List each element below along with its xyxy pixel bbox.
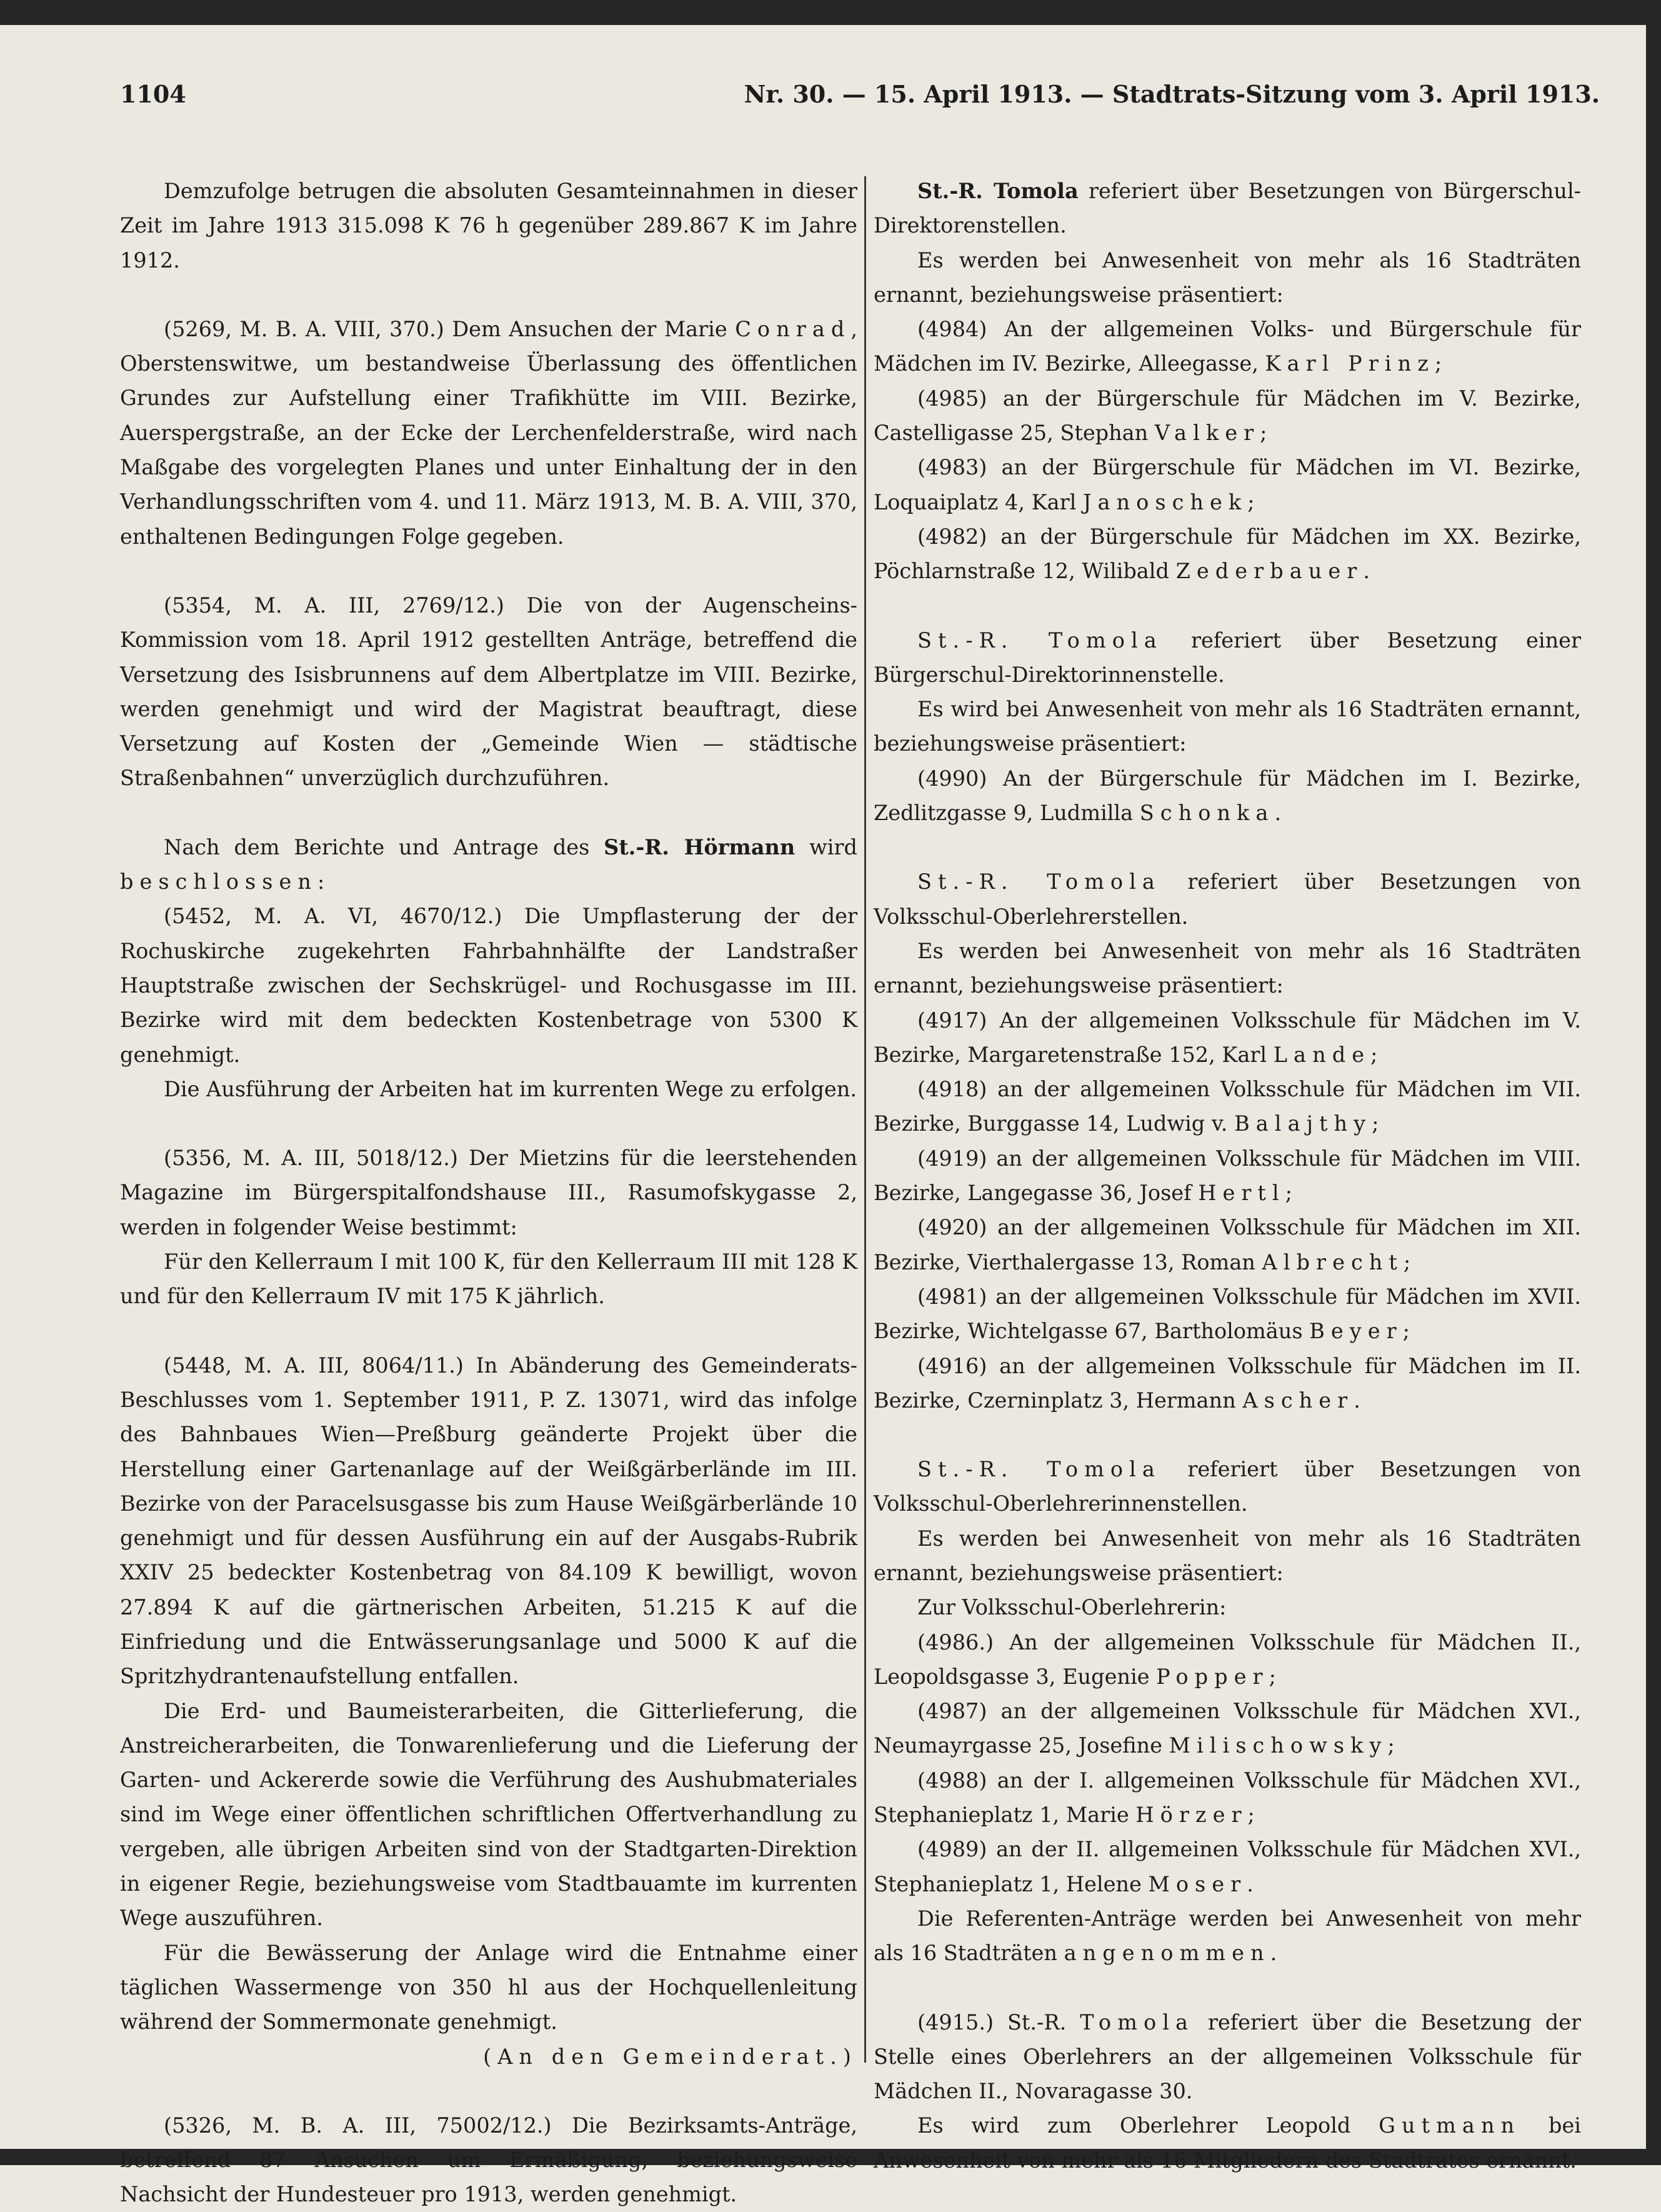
paragraph-works: Die Erd- und Baumeisterarbeiten, die Gitterlieferung, die Anstreicherarbeiten, die Tonwarenlieferung und die Lieferung der Garten- und Ackererde sowie die Verführung des Aushubmateriales sind im Wege einer öffentlichen schriftlichen Offertverhandlung zu vergeben, alle übrigen Arbeiten sind von der Stadtgarten-Direktion in eigener Regie, beziehungsweise vom Stadtbauamte im kurrenten Wege auszuführen. <box>120 1694 857 1936</box>
header-title: Nr. 30. — 15. April 1913. — Stadtrats-Sitzung vom 3. April 1913. <box>744 80 1600 108</box>
section-3-heading: St.-R. Tomola referiert über Besetzungen von Volksschul-Oberlehrerstellen. <box>874 864 1581 934</box>
councillor-name: Tomola <box>1080 2010 1194 2034</box>
paragraph-water: Für die Bewässerung der Anlage wird die Entnahme einer täglichen Wassermenge von 350 hl aus der Hochquellenleitung während der Sommermonate genehmigt. <box>120 1936 857 2039</box>
page-header <box>120 80 1614 124</box>
councillor-name: St.-R. Tomola <box>917 1457 1161 1481</box>
appointment: (4919) an der allgemeinen Volksschule für Mädchen im VIII. Bezirke, Langegasse 36, Josef Hertl; <box>874 1141 1581 1211</box>
paragraph-5452: (5452, M. A. VI, 4670/12.) Die Umpflasterung der der Rochuskirche zugekehrten Fahrbahnhälfte der Landstraßer Hauptstraße zwischen der Sechskrügel- und Rochusgasse im III. Bezirke wird mit dem bedeckten Kostenbetrage von 5300 K genehmigt. <box>120 899 857 1071</box>
councillor-name: St.-R. Tomola <box>917 869 1161 894</box>
scan-border-top <box>0 0 1661 25</box>
section-4-intro: Es werden bei Anwesenheit von mehr als 16 Stadträten ernannt, beziehungsweise präsentiert: <box>874 1521 1581 1591</box>
section-2-heading: St.-R. Tomola referiert über Besetzung einer Bürgerschul-Direktorinnenstelle. <box>874 623 1581 693</box>
person-name: Conrad <box>735 317 850 341</box>
paragraph-5326: (5326, M. B. A. III, 75002/12.) Die Bezirksamts-Anträge, betreffend 87 Ansuchen um Ermäßigung, beziehungsweise Nachsicht der Hundesteuer pro 1913, werden genehmigt. <box>120 2108 857 2212</box>
referral-note: (An den Gemeinderat.) <box>120 2039 857 2074</box>
paragraph-5354: (5354, M. A. III, 2769/12.) Die von der Augenscheins-Kommission vom 18. April 1912 gestellten Anträge, betreffend die Versetzung des Isisbrunnens auf dem Albertplatze im VIII. Bezirke, werden genehmigt und wird der Magistrat beauftragt, diese Versetzung auf Kosten der „Gemeinde Wien — städtische Straßenbahnen“ unverzüglich durchzuführen. <box>120 588 857 796</box>
councillor-name: St.-R. Tomola <box>917 628 1163 653</box>
section-4915-appointment: Es wird zum Oberlehrer Leopold Gutmann bei Anwesenheit von mehr als 16 Mitgliedern des Stadtrates ernannt. <box>874 2108 1581 2178</box>
section-4-heading: St.-R. Tomola referiert über Besetzungen von Volksschul-Oberlehrerinnenstellen. <box>874 1452 1581 1521</box>
column-divider <box>864 176 866 2063</box>
councillor-name: St.-R. Hörmann <box>604 835 795 859</box>
appointment: (4984) An der allgemeinen Volks- und Bürgerschule für Mädchen im IV. Bezirke, Alleegasse, Karl Prinz; <box>874 312 1581 381</box>
councillor-name: St.-R. Tomola <box>917 179 1079 203</box>
paragraph-hoermann: Nach dem Berichte und Antrage des St.-R. Hörmann wird beschlossen: <box>120 830 857 899</box>
paragraph-5448: (5448, M. A. III, 8064/11.) In Abänderung des Gemeinderats-Beschlusses vom 1. September 1911, P. Z. 13071, wird das infolge des Bahnbaues Wien—Preßburg geänderte Projekt über die Herstellung einer Gartenanlage auf der Weißgärberlände im III. Bezirke von der Paracelsusgasse bis zum Hause Weißgärberlände 10 genehmigt und für dessen Ausführung ein auf der Ausgabs-Rubrik XXIV 25 bedeckter Kostenbetrag von 84.109 K bewilligt, wovon 27.894 K auf die gärtnerischen Arbeiten, 51.215 K auf die Einfriedung und die Entwässerungsanlage und 5000 K auf die Spritzhydrantenaufstellung entfallen. <box>120 1348 857 1694</box>
paragraph-revenue: Demzufolge betrugen die absoluten Gesamteinnahmen in dieser Zeit im Jahre 1913 315.098 K 76 h gegenüber 289.867 K im Jahre 1912. <box>120 174 857 278</box>
section-4915: (4915.) St.-R. Tomola referiert über die Besetzung der Stelle eines Oberlehrers an der allgemeinen Volksschule für Mädchen II., Novaragasse 30. <box>874 2005 1581 2109</box>
left-column <box>120 174 857 2212</box>
page-number: 1104 <box>120 80 186 108</box>
paragraph-5356: (5356, M. A. III, 5018/12.) Der Mietzins für die leerstehenden Magazine im Bürgerspitalfondshause III., Rasumofskygasse 2, werden in folgender Weise bestimmt: <box>120 1141 857 1244</box>
section-3-intro: Es werden bei Anwesenheit von mehr als 16 Stadträten ernannt, beziehungsweise präsentiert: <box>874 934 1581 1003</box>
section-2-intro: Es wird bei Anwesenheit von mehr als 16 Stadträten ernannt, beziehungsweise präsentiert: <box>874 692 1581 761</box>
paragraph-5269: (5269, M. B. A. VIII, 370.) Dem Ansuchen der Marie Conrad, Oberstenswitwe, um bestandweise Überlassung des öffentlichen Grundes zur Aufstellung einer Trafikhütte im VIII. Bezirke, Auerspergstraße, an der Ecke der Lerchenfelderstraße, wird nach Maßgabe des vorgelegten Planes und unter Einhaltung der in den Verhandlungsschriften vom 4. und 11. März 1913, M. B. A. VIII, 370, enthaltenen Bedingungen Folge gegeben. <box>120 312 857 554</box>
right-column <box>874 174 1581 2178</box>
paragraph-execution: Die Ausführung der Arbeiten hat im kurrenten Wege zu erfolgen. <box>120 1072 857 1106</box>
appointment: (4917) An der allgemeinen Volksschule für Mädchen im V. Bezirke, Margaretenstraße 152, Karl Lande; <box>874 1003 1581 1073</box>
appointment: (4988) an der I. allgemeinen Volksschule für Mädchen XVI., Stephanieplatz 1, Marie Hörzer; <box>874 1763 1581 1833</box>
appointment: (4916) an der allgemeinen Volksschule für Mädchen im II. Bezirke, Czerninplatz 3, Hermann Ascher. <box>874 1349 1581 1418</box>
appointment: (4982) an der Bürgerschule für Mädchen im XX. Bezirke, Pöchlarnstraße 12, Wilibald Zederbauer. <box>874 519 1581 589</box>
section-1-heading: St.-R. Tomola referiert über Besetzungen von Bürgerschul-Direktorenstellen. <box>874 174 1581 243</box>
appointment: (4987) an der allgemeinen Volksschule für Mädchen XVI., Neumayrgasse 25, Josefine Milischowsky; <box>874 1694 1581 1763</box>
scan-border-right <box>1646 0 1661 2165</box>
appointment: (4985) an der Bürgerschule für Mädchen im V. Bezirke, Castelligasse 25, Stephan Valker; <box>874 381 1581 451</box>
section-4-conclusion: Die Referenten-Anträge werden bei Anwesenheit von mehr als 16 Stadträten angenommen. <box>874 1901 1581 1971</box>
appointment: (4989) an der II. allgemeinen Volksschule für Mädchen XVI., Stephanieplatz 1, Helene Moser. <box>874 1832 1581 1901</box>
section-1-intro: Es werden bei Anwesenheit von mehr als 16 Stadträten ernannt, beziehungsweise präsentiert: <box>874 243 1581 313</box>
appointment: (4918) an der allgemeinen Volksschule für Mädchen im VII. Bezirke, Burggasse 14, Ludwig v. Balajthy; <box>874 1072 1581 1141</box>
section-4-subheading: Zur Volksschul-Oberlehrerin: <box>874 1590 1581 1624</box>
appointment: (4986.) An der allgemeinen Volksschule für Mädchen II., Leopoldsgasse 3, Eugenie Popper; <box>874 1625 1581 1694</box>
appointment: (4983) an der Bürgerschule für Mädchen im VI. Bezirke, Loquaiplatz 4, Karl Janoschek; <box>874 450 1581 519</box>
appointment: (4990) An der Bürgerschule für Mädchen im I. Bezirke, Zedlitzgasse 9, Ludmilla Schonka. <box>874 761 1581 831</box>
appointment: (4920) an der allgemeinen Volksschule für Mädchen im XII. Bezirke, Vierthalergasse 13, Roman Albrecht; <box>874 1210 1581 1279</box>
appointment: (4981) an der allgemeinen Volksschule für Mädchen im XVII. Bezirke, Wichtelgasse 67, Bartholomäus Beyer; <box>874 1279 1581 1349</box>
resolution-word: beschlossen <box>120 869 317 894</box>
paragraph-cellar: Für den Kellerraum I mit 100 K, für den Kellerraum III mit 128 K und für den Kellerraum IV mit 175 K jährlich. <box>120 1244 857 1314</box>
